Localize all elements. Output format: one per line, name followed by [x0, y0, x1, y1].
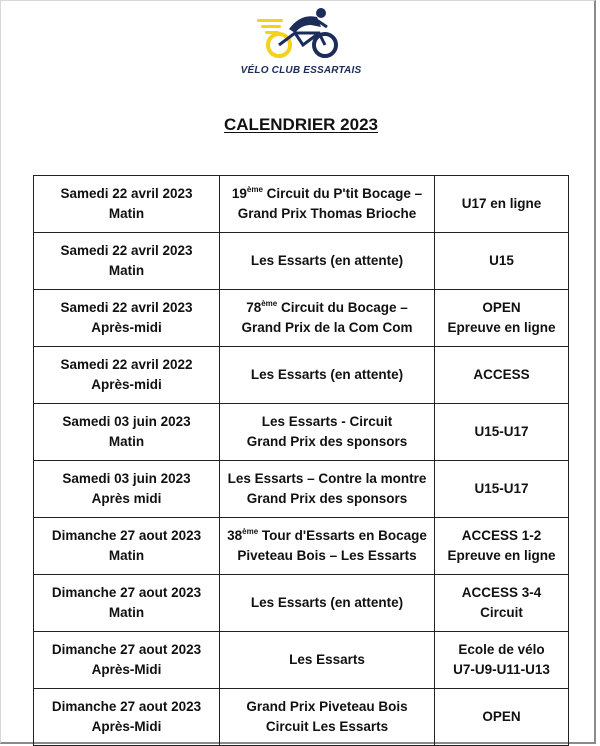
date-cell [34, 575, 220, 632]
event-time: Après-midi [91, 320, 162, 335]
category-cell [435, 176, 569, 233]
event-name: Circuit du Bocage – [277, 300, 408, 315]
category-cell [435, 233, 569, 290]
event-category: ACCESS 3-4 [461, 585, 542, 600]
event-cell [220, 575, 435, 632]
event-cell [220, 233, 435, 290]
event-category: ACCESS [473, 367, 530, 382]
event-name-line1 [224, 593, 430, 613]
date-cell [34, 290, 220, 347]
event-category: OPEN [482, 709, 521, 724]
event-date: Samedi 22 avril 2023 [60, 186, 193, 201]
event-cell [220, 347, 435, 404]
table-row [34, 404, 569, 461]
event-name: Les Essarts (en attente) [250, 367, 404, 382]
event-cell [220, 632, 435, 689]
event-date: Dimanche 27 aout 2023 [51, 642, 202, 657]
event-name: Les Essarts - Circuit [261, 414, 393, 429]
category-cell [435, 632, 569, 689]
event-name-line2: Grand Prix des sponsors [246, 434, 408, 449]
date-cell [34, 404, 220, 461]
event-category-detail: U7-U9-U11-U13 [453, 662, 550, 677]
date-cell [34, 632, 220, 689]
event-name: Grand Prix Piveteau Bois [246, 699, 408, 714]
page-title [1, 115, 600, 135]
event-name-line1 [224, 184, 430, 204]
event-date: Samedi 03 juin 2023 [62, 414, 191, 429]
event-name-line1 [224, 365, 430, 385]
table-row [34, 347, 569, 404]
event-category: Ecole de vélo [458, 642, 545, 657]
date-cell [34, 461, 220, 518]
event-time: Après-Midi [91, 719, 162, 734]
event-ordinal: 38 [227, 528, 243, 543]
event-name-line1 [224, 697, 430, 717]
event-name-line2: Grand Prix des sponsors [246, 491, 408, 506]
event-category-detail: Epreuve en ligne [447, 548, 556, 563]
event-time: Matin [108, 605, 145, 620]
event-cell [220, 461, 435, 518]
event-name-line1 [224, 650, 430, 670]
event-name-line1 [224, 298, 430, 318]
event-ordinal: 78 [246, 300, 262, 315]
event-cell [220, 176, 435, 233]
event-date: Samedi 22 avril 2023 [60, 300, 193, 315]
event-ordinal-suffix: ème [246, 185, 263, 194]
event-cell [220, 518, 435, 575]
event-name-line1 [224, 412, 430, 432]
event-category: U15-U17 [474, 481, 529, 496]
date-cell [34, 689, 220, 746]
category-cell [435, 290, 569, 347]
table-row [34, 632, 569, 689]
event-time: Après-Midi [91, 662, 162, 677]
calendar-table [33, 175, 569, 746]
event-name-line2: Grand Prix Thomas Brioche [237, 206, 417, 221]
event-ordinal-suffix: ème [242, 527, 259, 536]
event-category: U15-U17 [474, 424, 529, 439]
event-category: ACCESS 1-2 [461, 528, 542, 543]
table-row [34, 233, 569, 290]
event-time: Matin [108, 548, 145, 563]
event-name: Les Essarts (en attente) [250, 595, 404, 610]
table-row [34, 689, 569, 746]
event-name: Les Essarts – Contre la montre [227, 471, 427, 486]
event-time: Matin [108, 434, 145, 449]
event-cell [220, 404, 435, 461]
event-cell [220, 689, 435, 746]
event-name-line1 [224, 469, 430, 489]
event-name-line2: Circuit Les Essarts [265, 719, 389, 734]
event-category: OPEN [482, 300, 521, 315]
event-ordinal-suffix: ème [261, 299, 278, 308]
date-cell [34, 233, 220, 290]
event-name-line1 [224, 251, 430, 271]
event-date: Dimanche 27 aout 2023 [51, 699, 202, 714]
category-cell [435, 461, 569, 518]
event-time: Après midi [91, 491, 162, 506]
calendar-title: CALENDRIER 2023 [224, 115, 378, 134]
table-row [34, 461, 569, 518]
date-cell [34, 176, 220, 233]
event-time: Matin [108, 263, 145, 278]
event-category-detail: Epreuve en ligne [447, 320, 556, 335]
table-row [34, 575, 569, 632]
event-name-line1 [224, 526, 430, 546]
event-name: Les Essarts (en attente) [250, 253, 404, 268]
event-date: Samedi 22 avril 2023 [60, 243, 193, 258]
date-cell [34, 347, 220, 404]
event-ordinal: 19 [231, 186, 247, 201]
event-name-line2: Grand Prix de la Com Com [241, 320, 413, 335]
event-name: Les Essarts [289, 652, 365, 667]
event-date: Samedi 22 avril 2022 [60, 357, 193, 372]
category-cell [435, 404, 569, 461]
category-cell [435, 347, 569, 404]
event-category-detail: Circuit [480, 605, 523, 620]
category-cell [435, 575, 569, 632]
event-date: Dimanche 27 aout 2023 [51, 585, 202, 600]
event-name: Circuit du P'tit Bocage – [262, 186, 423, 201]
category-cell [435, 689, 569, 746]
table-row [34, 176, 569, 233]
event-date: Dimanche 27 aout 2023 [51, 528, 202, 543]
event-time: Après-midi [91, 377, 162, 392]
event-date: Samedi 03 juin 2023 [62, 471, 191, 486]
table-row [34, 518, 569, 575]
cyclist-logo-icon [249, 5, 349, 59]
date-cell [34, 518, 220, 575]
event-cell [220, 290, 435, 347]
event-category: U17 en ligne [461, 196, 542, 211]
club-name: VÉLO CLUB ESSARTAIS [240, 65, 362, 76]
table-row [34, 290, 569, 347]
event-name-line2: Piveteau Bois – Les Essarts [237, 548, 417, 563]
event-time: Matin [108, 206, 145, 221]
event-name: Tour d'Essarts en Bocage [258, 528, 427, 543]
event-category: U15 [489, 253, 514, 268]
category-cell [435, 518, 569, 575]
